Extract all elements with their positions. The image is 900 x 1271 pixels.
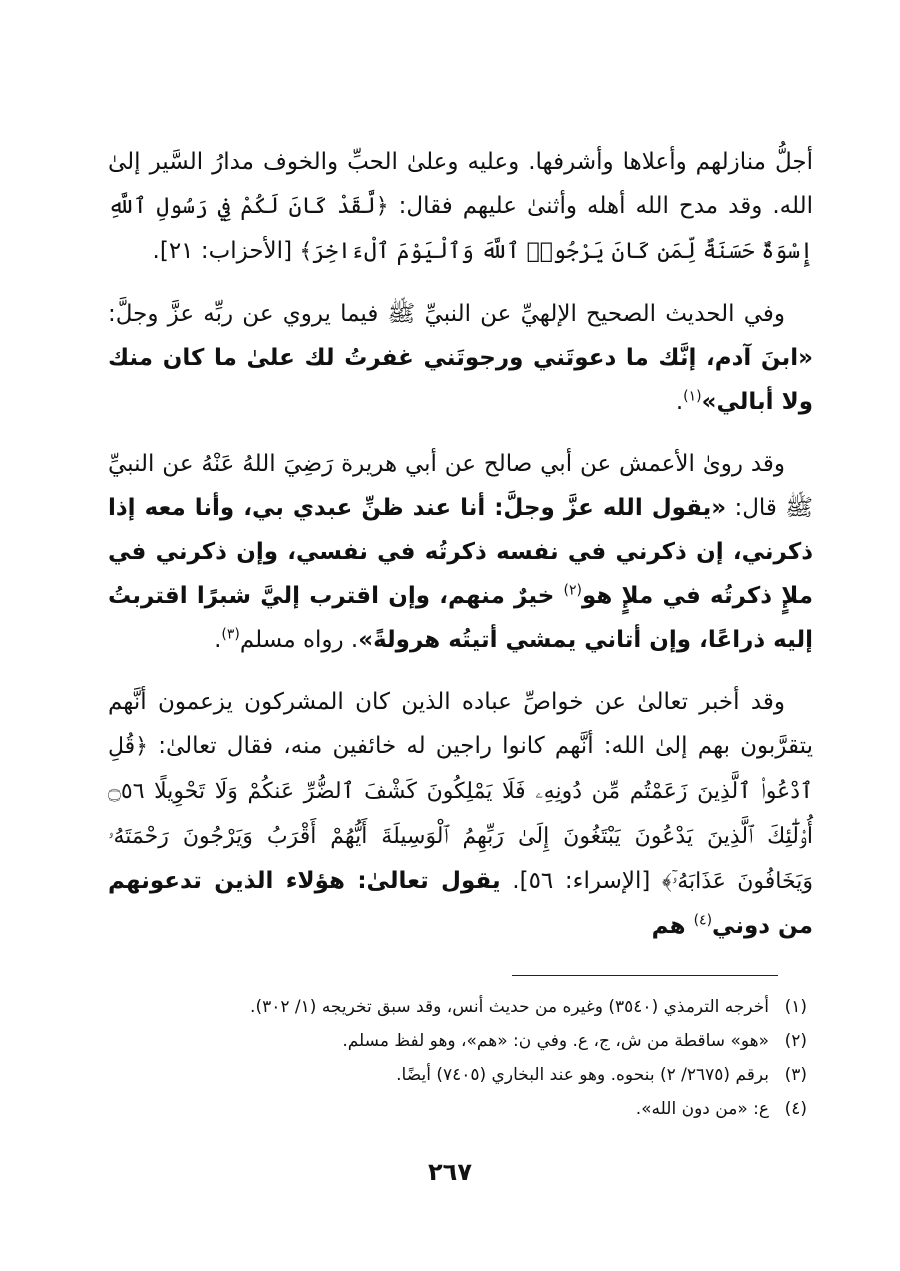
footnote-number: (٤): [784, 1099, 807, 1119]
footnote-ref-3[interactable]: (٣): [221, 626, 240, 643]
paragraph-2: [108, 292, 813, 424]
footnote-text: ع: «من دون الله».: [635, 1099, 769, 1119]
hadith-quote-cont: خيرٌ منهم، وإن اقترب إليَّ شبرًا اقتربتُ إليه ذراعًا، وإن أتاني يمشي أتيتُه هرولةً»: [108, 583, 813, 653]
footnote-ref-1[interactable]: (١): [683, 388, 702, 405]
footnote-divider: [512, 975, 778, 976]
paragraph-1: [108, 140, 813, 274]
footnote-text: برقم (٢٦٧٥/ ٢) بنحوه. وهو عند البخاري (٧٤٠٥) أيضًا.: [396, 1065, 769, 1085]
hadith-quote: «ابنَ آدم، إنَّك ما دعوتَني ورجوتَني غفرتُ لك علىٰ ما كان منك ولا أبالي»: [108, 345, 813, 415]
footnote-ref-4[interactable]: (٤): [693, 912, 713, 929]
page-number: ٢٦٧: [428, 1158, 472, 1186]
text-run: .: [214, 627, 222, 653]
main-text: [108, 140, 813, 966]
text-run: وقد أخبر تعالىٰ عن خواصِّ عباده الذين كان المشركون يزعمون أنَّهم يتقرَّبون بهم إلىٰ الله: أنَّهم كانوا راجين له خائفين منه، فقال تعالىٰ:: [108, 689, 813, 759]
footnote-text: أخرجه الترمذي (٣٥٤٠) وغيره من حديث أنس، وقد سبق تخريجه (١/ ٣٠٢).: [250, 997, 769, 1017]
hadith-quote: «يقول الله عزَّ وجلَّ: أنا عند ظنِّ عبدي بي، وأنا معه إذا ذكرني، إن ذكرني في نفسه ذكرتُه في نفسي، وإن ذكرني في ملإٍ ذكرتُه في ملإٍ هو: [108, 495, 813, 609]
text-run: وقد روىٰ الأعمش عن أبي صالح عن أبي هريرة رَضِيَ اللهُ عَنْهُ عن النبيِّ ﷺ قال:: [108, 451, 813, 521]
footnote-number: (١): [784, 997, 807, 1017]
footnote-number: (٢): [784, 1031, 807, 1051]
footnote-text: «هو» ساقطة من ش، ج، ع. وفي ن: «هم»، وهو لفظ مسلم.: [342, 1031, 769, 1051]
text-run: .: [675, 389, 684, 415]
paragraph-4: [108, 680, 813, 948]
verse-reference: [الإسراء: ٥٦].: [500, 868, 662, 894]
footnotes: [108, 990, 813, 1126]
footnote-4: [108, 1092, 813, 1126]
footnote-1: [108, 990, 813, 1024]
quran-verse-ahzab-21: ﴿لَّقَدْ كَانَ لَكُمْ فِي رَسُولِ ٱللَّهِ إِسْوَةٌ حَسَنَةٌ لِّمَن كَانَ يَرْجُوا۟ ٱللَّهَ وَٱلْيَوْمَ ٱلْءَاخِرَ﴾: [108, 194, 813, 264]
footnote-ref-2[interactable]: (٢): [563, 582, 582, 599]
paragraph-3: [108, 442, 813, 662]
text-run: أجلُّ منازلهم وأعلاها وأشرفها. وعليه وعلىٰ الحبِّ والخوف مدارُ السَّير إلىٰ الله. وقد مدح الله أهله وأثنىٰ عليهم فقال:: [108, 149, 813, 219]
text-run: هم: [651, 913, 694, 939]
text-run: وفي الحديث الصحيح الإلهيِّ عن النبيِّ ﷺ فيما يروي عن ربِّه عزَّ وجلَّ:: [108, 301, 785, 327]
quran-verse-isra-56: ﴿قُلِ ٱدْعُوا۟ ٱلَّذِينَ زَعَمْتُم مِّن دُونِهِۦ فَلَا يَمْلِكُونَ كَشْفَ ٱلضُّرِّ عَنكُمْ وَلَا تَحْوِيلًا ۝٥٦ أُو۟لَٰٓئِكَ ٱلَّذِينَ يَدْعُونَ يَبْتَغُونَ إِلَىٰ رَبِّهِمُ ٱلْوَسِيلَةَ أَيُّهُمْ أَقْرَبُ وَيَرْجُونَ رَحْمَتَهُۥ وَيَخَافُونَ عَذَابَهُۥٓ﴾: [108, 734, 813, 894]
footnote-3: [108, 1058, 813, 1092]
text-run: . رواه مسلم: [239, 627, 359, 653]
footnote-2: [108, 1024, 813, 1058]
footnote-number: (٣): [784, 1065, 807, 1085]
text-run: يقول تعالىٰ: هؤلاء الذين تدعونهم من دوني: [108, 868, 813, 939]
verse-reference: [الأحزاب: ٢١].: [152, 238, 300, 264]
